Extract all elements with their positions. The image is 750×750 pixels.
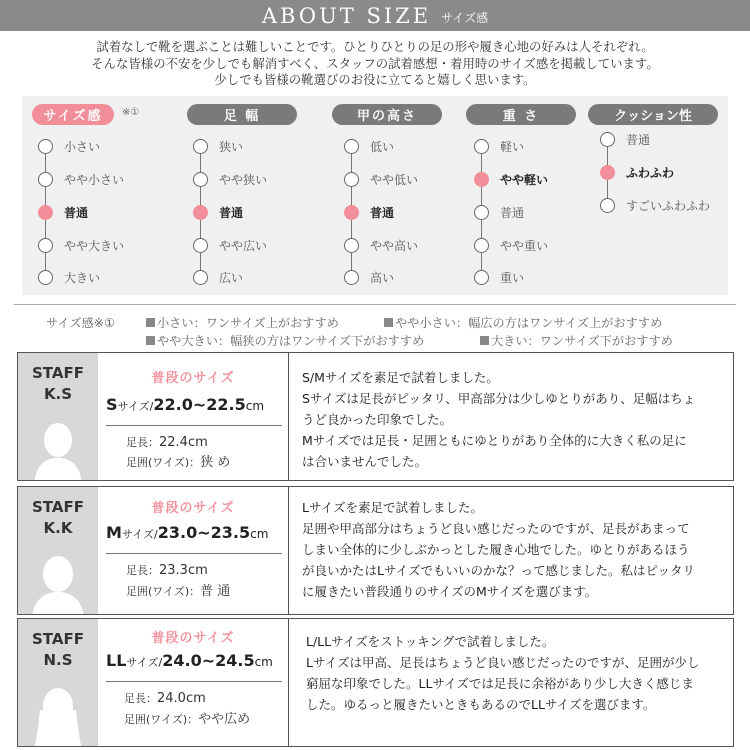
size-prefix: M	[106, 523, 122, 542]
foot-girth	[126, 453, 230, 472]
staff-line1: STAFF	[32, 498, 84, 516]
scale-title: クッション性	[588, 104, 718, 125]
length-label: 足長：	[126, 564, 159, 577]
scale-dot	[193, 172, 208, 187]
scale-option: 大きい	[64, 271, 101, 285]
usual-size-label: 普段のサイズ	[151, 631, 235, 646]
staff-card	[17, 618, 734, 747]
staff-line2: K.S	[43, 385, 73, 403]
staff-name	[18, 363, 98, 405]
staff-line2: K.K	[43, 519, 73, 537]
scale-dot	[344, 139, 359, 154]
scale-option: やや低い	[370, 173, 419, 187]
scale-option: 広い	[219, 271, 244, 285]
scale-dot-selected	[344, 205, 359, 220]
size-range: 23.0~23.5	[157, 523, 251, 542]
comment-line: Mサイズでは足長・足囲ともにゆとりがあり全体的に大きく私の足に	[302, 433, 687, 448]
foot-length	[126, 561, 208, 580]
comment-line: 窮屈な印象でした。LLサイズでは足長に余裕があり少し大きく感じま	[306, 676, 694, 691]
size-scale-panel	[22, 96, 728, 295]
inner-divider	[106, 681, 282, 682]
scale-dot	[344, 238, 359, 253]
scale-option: 重い	[500, 271, 525, 285]
scale-foot-width	[177, 96, 317, 295]
comment-line: が良いかたはLサイズでもいいのかな？って感じました。私はピッタリ	[302, 563, 695, 578]
scale-dot	[600, 132, 615, 147]
foot-girth	[126, 582, 230, 601]
comment-line: Sサイズは足長がピッタリ、甲高部分は少しゆとりがあり、足幅はちょ	[302, 391, 696, 406]
legend-text: やや大きい：幅狭の方はワンサイズ下がおすすめ	[157, 334, 425, 348]
staff-line1: STAFF	[32, 630, 84, 648]
size-unit: cm	[245, 399, 265, 413]
size-range: 22.0~22.5	[153, 395, 246, 414]
scale-instep-height	[328, 96, 468, 295]
size-prefix: S	[106, 395, 118, 414]
scale-option: 低い	[370, 140, 395, 154]
comment-line: しまい全体的に少しぶかっとした履き心地でした。ゆとりがあるほう	[302, 542, 690, 557]
legend-item	[480, 332, 673, 349]
page-title: ABOUT SIZE	[261, 3, 432, 28]
comment-line: うど良かった印象でした。	[302, 412, 453, 427]
scale-option: 小さい	[64, 140, 101, 154]
legend-text: やや小さい：幅広の方はワンサイズ上がおすすめ	[395, 316, 663, 330]
girth-value: 普 通	[200, 584, 231, 599]
intro-line: 少しでも皆様の靴選びのお役に立てると嬉しく思います。	[214, 72, 536, 87]
scale-option: 軽い	[500, 140, 525, 154]
scale-dot-selected	[474, 172, 489, 187]
scale-dot	[193, 238, 208, 253]
comment-line: 足囲や甲高部分はちょうど良い感じだったのですが、足長があまって	[302, 521, 690, 536]
girth-label: 足囲(ワイズ)：	[124, 713, 199, 726]
size-unit: cm	[250, 527, 269, 541]
legend-text: 大きい：ワンサイズ下がおすすめ	[491, 334, 673, 348]
scale-cushion	[588, 96, 728, 295]
girth-value: 狭 め	[200, 455, 231, 470]
legend-square-icon	[384, 318, 393, 327]
intro-line: 試着なしで靴を選ぶことは難しいことです。ひとりひとりの足の形や履き心地の好みは人それぞれ。	[96, 39, 654, 54]
staff-line2: N.S	[43, 651, 73, 669]
length-value: 23.3cm	[159, 563, 208, 578]
foot-girth	[124, 710, 250, 729]
foot-length	[124, 689, 206, 708]
intro-text	[0, 39, 750, 89]
scale-dot	[38, 270, 53, 285]
scale-option: やや重い	[500, 239, 549, 253]
legend-label: サイズ感※①	[46, 316, 115, 330]
legend-text: 小さい：ワンサイズ上がおすすめ	[157, 316, 339, 330]
person-silhouette-icon	[30, 680, 86, 746]
scale-option-selected: 普通	[219, 206, 244, 220]
scale-option: 普通	[500, 206, 525, 220]
scale-dot	[193, 139, 208, 154]
scale-note: ※①	[122, 107, 140, 118]
scale-dot-selected	[600, 165, 615, 180]
scale-option-selected: 普通	[64, 206, 89, 220]
staff-avatar	[18, 487, 98, 614]
staff-name	[18, 497, 98, 539]
legend-square-icon	[146, 336, 155, 345]
scale-option: やや大きい	[64, 239, 125, 253]
comment-line: した。ゆるっと履きたいときもあるのでLLサイズを選びます。	[306, 697, 656, 712]
scale-dot	[474, 205, 489, 220]
scale-option: 狭い	[219, 140, 244, 154]
staff-comment	[302, 497, 730, 602]
comment-line: Lサイズを素足で試着しました。	[302, 500, 483, 515]
scale-title: 足 幅	[187, 104, 297, 125]
staff-avatar	[18, 619, 98, 746]
staff-name	[18, 629, 98, 671]
scale-dot	[344, 270, 359, 285]
scale-dot	[600, 198, 615, 213]
intro-line: そんな皆様の不安を少しでも解消すべく、スタッフの試着感想・着用時のサイズ感を掲載しています。	[91, 55, 659, 71]
card-separator	[288, 487, 289, 614]
usual-size-label: 普段のサイズ	[151, 371, 235, 386]
usual-size-value	[106, 395, 264, 414]
scale-option-selected: ふわふわ	[626, 166, 675, 180]
usual-size-label: 普段のサイズ	[151, 501, 235, 516]
scale-option: やや狭い	[219, 173, 268, 187]
inner-divider	[106, 553, 282, 554]
usual-size-value	[106, 651, 273, 670]
scale-option: 普通	[626, 133, 651, 147]
staff-line1: STAFF	[32, 364, 84, 382]
scale-title: 重 さ	[466, 104, 576, 125]
length-label: 足長：	[126, 436, 159, 449]
scale-dot	[474, 270, 489, 285]
scale-option: やや小さい	[64, 173, 125, 187]
staff-avatar	[18, 353, 98, 480]
length-value: 24.0cm	[157, 691, 206, 706]
scale-dot-selected	[193, 205, 208, 220]
scale-dot	[38, 172, 53, 187]
usual-size-value	[106, 523, 268, 542]
scale-dot-selected	[38, 205, 53, 220]
comment-line: に履きたい普段通りのサイズのMサイズを選びます。	[302, 584, 598, 599]
staff-card	[17, 352, 734, 481]
scale-dot	[344, 172, 359, 187]
card-separator	[288, 353, 289, 480]
size-unit: cm	[254, 655, 273, 669]
staff-comment	[306, 631, 734, 715]
comment-line: S/Mサイズを素足で試着しました。	[302, 370, 499, 385]
card-separator	[288, 619, 289, 746]
scale-option: すごいふわふわ	[626, 199, 711, 213]
size-word: サイズ/	[117, 400, 154, 413]
scale-title: サイズ感	[32, 104, 114, 125]
comment-line: は合いませんでした。	[302, 454, 428, 469]
scale-option: 高い	[370, 271, 395, 285]
legend-square-icon	[146, 318, 155, 327]
length-label: 足長：	[124, 692, 157, 705]
scale-dot	[474, 139, 489, 154]
person-silhouette-icon	[30, 548, 86, 614]
scale-weight	[466, 96, 596, 295]
size-word: サイズ/	[121, 528, 158, 541]
person-silhouette-icon	[30, 414, 86, 480]
girth-label: 足囲(ワイズ)：	[126, 585, 201, 598]
scale-size-feel	[22, 96, 162, 295]
scale-title: 甲の高さ	[332, 104, 442, 125]
scale-dot	[474, 238, 489, 253]
girth-value: やや広め	[198, 712, 251, 727]
scale-option-selected: 普通	[370, 206, 395, 220]
scale-option-selected: やや軽い	[500, 173, 549, 187]
staff-card	[17, 486, 734, 615]
comment-line: Lサイズは甲高、足長はちょうど良い感じだったのですが、足囲が少し	[306, 655, 700, 670]
length-value: 22.4cm	[159, 435, 208, 450]
legend-square-icon	[480, 336, 489, 345]
size-word: サイズ/	[126, 656, 163, 669]
comment-line: L/LLサイズをストッキングで試着しました。	[306, 634, 555, 649]
scale-dot	[38, 238, 53, 253]
scale-dot	[38, 139, 53, 154]
legend-item	[384, 314, 662, 331]
header-bar	[0, 0, 750, 31]
legend-item	[146, 314, 339, 331]
scale-option: やや広い	[219, 239, 268, 253]
size-range: 24.0~24.5	[162, 651, 255, 670]
staff-comment	[302, 367, 730, 472]
scale-option: やや高い	[370, 239, 419, 253]
page-subtitle: サイズ感	[441, 11, 489, 25]
section-divider	[14, 304, 736, 305]
scale-dot	[193, 270, 208, 285]
size-prefix: LL	[106, 651, 127, 670]
inner-divider	[106, 425, 282, 426]
legend-item	[146, 332, 424, 349]
foot-length	[126, 433, 208, 452]
girth-label: 足囲(ワイズ)：	[126, 456, 201, 469]
